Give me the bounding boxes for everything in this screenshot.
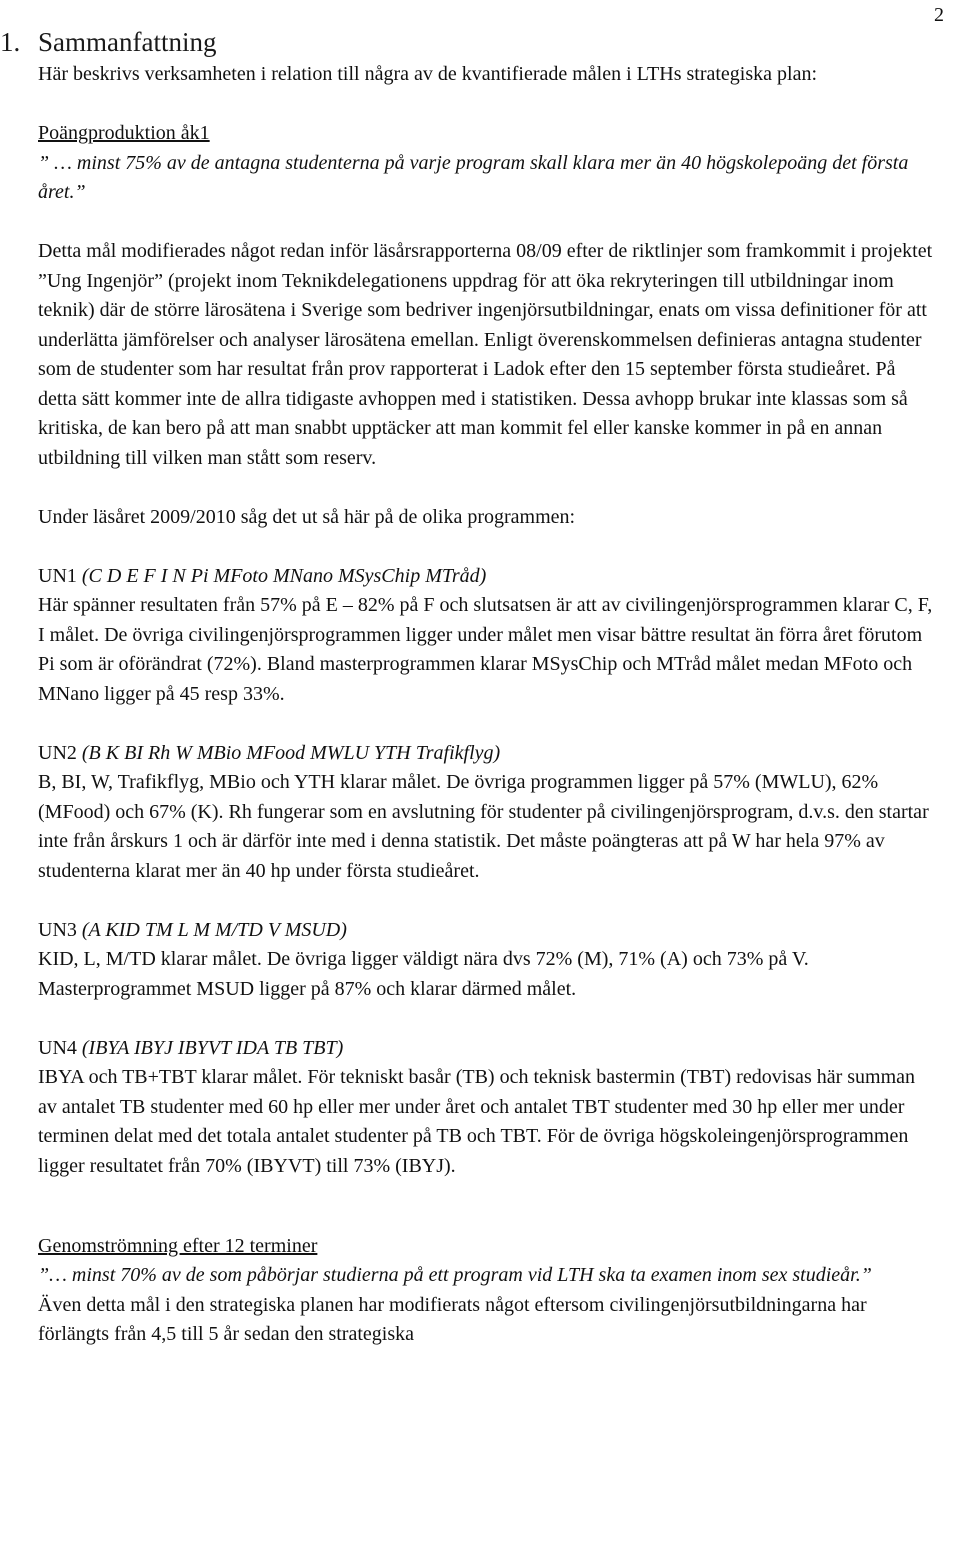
group-un3 [38, 916, 938, 1005]
group-heading [38, 1034, 938, 1064]
group-programs: (IBYA IBYJ IBYVT IDA TB TBT) [81, 1036, 344, 1059]
section2-title: Genomströmning efter 12 terminer [38, 1234, 318, 1257]
year-intro: Under läsåret 2009/2010 såg det ut så här på de olika programmen: [38, 505, 576, 528]
group-text: IBYA och TB+TBT klarar målet. För tekniskt basår (TB) och teknisk bastermin (TBT) redovisas här summan av antalet TB studenter med 60 hp eller mer under året och antalet TBT studenter med 30 hp eller mer under terminen delat med det totala antalet studenter på TB och TBT. För de övriga högskoleingenjörsprogrammen ligger resultatet från 70% (IBYVT) till 73% (IBYJ). [38, 1066, 916, 1177]
section2-goal: ”… minst 70% av de som påbörjar studierna på ett program vid LTH ska ta examen inom sex studieår.” [38, 1264, 872, 1286]
intro-paragraph: Här beskrivs verksamheten i relation till några av de kvantifierade målen i LTHs strategiska plan: [38, 63, 818, 85]
group-programs: (C D E F I N Pi MFoto MNano MSysChip MTråd) [81, 564, 487, 587]
heading-title: Sammanfattning [38, 27, 217, 57]
heading-number: 1. [0, 27, 21, 57]
group-programs: (A KID TM L M M/TD V MSUD) [81, 918, 347, 941]
group-code: UN4 [38, 1036, 77, 1059]
group-code: UN1 [38, 564, 77, 587]
group-text: B, BI, W, Trafikflyg, MBio och YTH klarar målet. De övriga programmen ligger på 57% (MWLU), 62% (MFood) och 67% (K). Rh fungerar som en avslutning för studenter på civilingenjörsprogram, d.v.s. den startar inte från årskurs 1 och är därför inte med i denna statistik. Det måste poängteras att på W har hela 97% av studenterna klarat mer än 40 hp under första studieåret. [38, 771, 929, 882]
section2-body: Även detta mål i den strategiska planen har modifierats något eftersom civilingenjörsutbildningarna har förlängts från 4,5 till 5 år sedan den strategiska [38, 1293, 867, 1345]
group-un1 [38, 562, 938, 710]
group-programs: (B K BI Rh W MBio MFood MWLU YTH Trafikflyg) [81, 741, 501, 764]
section1-title: Poängproduktion åk1 [38, 122, 210, 144]
group-un4 [38, 1034, 938, 1182]
group-heading [38, 739, 938, 769]
group-text: Här spänner resultaten från 57% på E – 82% på F och slutsatsen är att av civilingenjörsprogrammen klarar C, F, I målet. De övriga civilingenjörsprogrammen ligger under målet men visar bättre resultat än förra året förutom Pi som är oförändrat (72%). Bland masterprogrammen klarar MSysChip och MTråd målet medan MFoto och MNano ligger på 45 resp 33%. [38, 594, 933, 705]
group-heading [38, 916, 938, 946]
section1-goal: ” … minst 75% av de antagna studenterna på varje program skall klara mer än 40 högskolepoäng det första året.” [38, 151, 909, 203]
group-heading [38, 562, 938, 592]
page-number: 2 [934, 4, 944, 26]
document-body [38, 60, 938, 1350]
section-heading [0, 22, 216, 62]
section1-body: Detta mål modifierades något redan inför läsårsrapporterna 08/09 efter de riktlinjer som framkommit i projektet ”Ung Ingenjör” (projekt inom Teknikdelegationens uppdrag för att öka rekryteringen till utbildningar inom teknik) där de större lärosätena i Sverige som bedriver ingenjörsutbildningar, enats om vissa definitioner för att underlätta jämförelser och analyser lärosätena emellan. Enligt överenskommelsen definieras antagna studenter som de studenter som har resultat från prov rapporterat i Ladok efter den 15 september första studieåret. På detta sätt kommer inte de allra tidigaste avhoppen med i statistiken. Dessa avhopp brukar inte klassas som så kritiska, de kan bero på att man snabbt upptäcker att man kommit fel eller kanske kommer in på en annan utbildning till vilken man stått som reserv. [38, 240, 933, 469]
group-un2 [38, 739, 938, 887]
group-code: UN3 [38, 918, 77, 941]
group-code: UN2 [38, 741, 77, 764]
group-text: KID, L, M/TD klarar målet. De övriga ligger väldigt nära dvs 72% (M), 71% (A) och 73% på V. Masterprogrammet MSUD ligger på 87% och klarar därmed målet. [38, 948, 809, 1000]
